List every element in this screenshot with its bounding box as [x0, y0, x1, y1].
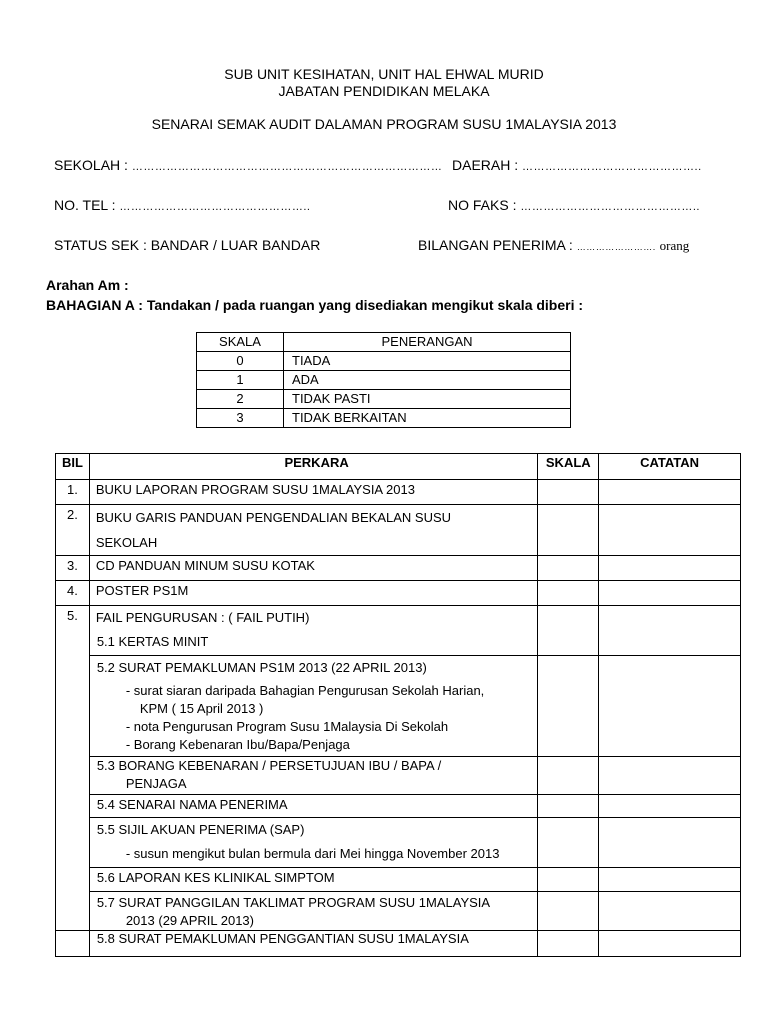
row-item: POSTER PS1M: [89, 581, 538, 606]
catatan-cell[interactable]: [599, 868, 741, 892]
table-row: [56, 656, 741, 757]
catatan-cell[interactable]: [599, 892, 741, 931]
checklist-header-row: [56, 454, 741, 480]
skala-cell[interactable]: [538, 931, 599, 957]
catatan-cell[interactable]: [599, 757, 741, 795]
catatan-cell[interactable]: [599, 818, 741, 868]
bilangan-penerima-field: [418, 237, 689, 254]
row-item-line: FAIL PENGURUSAN : ( FAIL PUTIH): [95, 610, 310, 625]
skala-cell[interactable]: [538, 795, 599, 818]
sub-bullet: - surat siaran daripada Bahagian Pengurusan Sekolah Harian,: [125, 683, 485, 698]
skala-cell[interactable]: [538, 656, 599, 757]
scale-description: TIADA: [284, 352, 571, 371]
row-item: BUKU LAPORAN PROGRAM SUSU 1MALAYSIA 2013: [89, 480, 538, 505]
scale-row: [197, 390, 571, 409]
skala-cell[interactable]: [538, 868, 599, 892]
scale-row: [197, 352, 571, 371]
skala-cell[interactable]: [538, 606, 599, 656]
row-item: [89, 505, 538, 556]
daerah-label: DAERAH :: [452, 157, 523, 173]
table-row: [56, 505, 741, 556]
table-row: [56, 606, 741, 656]
sub-item-5-6: 5.6 LAPORAN KES KLINIKAL SIMPTOM: [96, 870, 335, 885]
header-catatan: CATATAN: [599, 454, 741, 480]
row-item: [89, 892, 538, 931]
row-number: 5.: [56, 606, 90, 931]
row-item: [89, 656, 538, 757]
sub-item-5-2: 5.2 SURAT PEMAKLUMAN PS1M 2013 (22 APRIL 2013): [96, 660, 427, 675]
catatan-cell[interactable]: [599, 480, 741, 505]
arahan-am: Arahan Am :: [46, 277, 129, 293]
table-row: [56, 892, 741, 931]
scale-description: TIDAK BERKAITAN: [284, 409, 571, 428]
row-number: 1.: [56, 480, 90, 505]
sub-item-5-7-cont: 2013 (29 APRIL 2013): [125, 913, 254, 928]
sub-item-5-5: 5.5 SIJIL AKUAN PENERIMA (SAP): [96, 822, 305, 837]
catatan-cell[interactable]: [599, 606, 741, 656]
header-line-1: SUB UNIT KESIHATAN, UNIT HAL EHWAL MURID: [224, 66, 544, 82]
scale-value: 2: [197, 390, 284, 409]
table-row: [56, 868, 741, 892]
sub-item-5-7: 5.7 SURAT PANGGILAN TAKLIMAT PROGRAM SUSU 1MALAYSIA: [96, 895, 491, 910]
sub-item-5-3-cont: PENJAGA: [125, 776, 187, 791]
scale-value: 1: [197, 371, 284, 390]
sub-item-5-8: 5.8 SURAT PEMAKLUMAN PENGGANTIAN SUSU 1MALAYSIA: [96, 931, 469, 946]
row-item-line: SEKOLAH: [95, 535, 158, 550]
scale-header-skala: SKALA: [197, 333, 284, 352]
catatan-cell[interactable]: [599, 656, 741, 757]
row-number: 3.: [56, 556, 90, 581]
row-number: 2.: [56, 505, 90, 556]
scale-description: ADA: [284, 371, 571, 390]
no-faks-label: NO FAKS :: [448, 197, 521, 213]
sub-bullet: - Borang Kebenaran Ibu/Bapa/Penjaga: [125, 737, 350, 752]
scale-value: 0: [197, 352, 284, 371]
row-item: [89, 606, 538, 656]
scale-header-penerangan: PENERANGAN: [284, 333, 571, 352]
row-item: [89, 818, 538, 868]
row-item: [89, 931, 538, 957]
bilangan-unit: orang: [659, 238, 690, 253]
sub-item-5-1: 5.1 KERTAS MINIT: [96, 634, 209, 649]
sub-bullet: - nota Pengurusan Program Susu 1Malaysia Di Sekolah: [125, 719, 449, 734]
sekolah-field: [54, 157, 442, 173]
table-row: [56, 556, 741, 581]
sub-bullet-cont: KPM ( 15 April 2013 ): [139, 701, 264, 716]
header-perkara: PERKARA: [89, 454, 538, 480]
scale-table-header: [197, 333, 571, 352]
row-item-line: BUKU GARIS PANDUAN PENGENDALIAN BEKALAN SUSU: [95, 510, 452, 525]
scale-table: [196, 332, 571, 428]
row-item: [89, 868, 538, 892]
scale-row: [197, 371, 571, 390]
row-item: [89, 795, 538, 818]
skala-cell[interactable]: [538, 480, 599, 505]
sub-item-5-3: 5.3 BORANG KEBENARAN / PERSETUJUAN IBU / BAPA /: [96, 758, 442, 773]
bilangan-dots: …………………….: [576, 242, 656, 252]
row-number: 4.: [56, 581, 90, 606]
catatan-cell[interactable]: [599, 931, 741, 957]
table-row: [56, 795, 741, 818]
table-row: [56, 818, 741, 868]
catatan-cell[interactable]: [599, 505, 741, 556]
checklist-table: [55, 453, 741, 957]
daerah-field: [452, 157, 702, 173]
bilangan-label: BILANGAN PENERIMA :: [418, 237, 577, 253]
header-bil: BIL: [56, 454, 90, 480]
sub-bullet: - susun mengikut bulan bermula dari Mei hingga November 2013: [125, 846, 500, 861]
no-faks-field: [448, 197, 700, 213]
skala-cell[interactable]: [538, 581, 599, 606]
header-skala: SKALA: [538, 454, 599, 480]
table-row: [56, 581, 741, 606]
sekolah-label: SEKOLAH :: [54, 157, 132, 173]
skala-cell[interactable]: [538, 556, 599, 581]
table-row: [56, 480, 741, 505]
catatan-cell[interactable]: [599, 795, 741, 818]
table-row: [56, 931, 741, 957]
no-tel-field: [54, 197, 310, 213]
no-tel-label: NO. TEL :: [54, 197, 120, 213]
document-title: SENARAI SEMAK AUDIT DALAMAN PROGRAM SUSU 1MALAYSIA 2013: [151, 116, 617, 132]
skala-cell[interactable]: [538, 892, 599, 931]
bahagian-a-instruction: BAHAGIAN A : Tandakan / pada ruangan yang disediakan mengikut skala diberi :: [46, 297, 584, 313]
catatan-cell[interactable]: [599, 581, 741, 606]
scale-value: 3: [197, 409, 284, 428]
scale-row: [197, 409, 571, 428]
row-number: [56, 931, 90, 957]
no-tel-dots: …………………………………………..: [119, 201, 311, 213]
sekolah-dots: ………………………………………………………………………: [131, 161, 443, 173]
scale-description: TIDAK PASTI: [284, 390, 571, 409]
status-sekolah: STATUS SEK : BANDAR / LUAR BANDAR: [54, 237, 321, 253]
catatan-cell[interactable]: [599, 556, 741, 581]
row-item: CD PANDUAN MINUM SUSU KOTAK: [89, 556, 538, 581]
skala-cell[interactable]: [538, 818, 599, 868]
no-faks-dots: ………………………………………..: [520, 201, 700, 213]
header-line-2: JABATAN PENDIDIKAN MELAKA: [278, 83, 490, 99]
table-row: [56, 757, 741, 795]
daerah-dots: ………………………………………..: [522, 161, 702, 173]
sub-item-5-4: 5.4 SENARAI NAMA PENERIMA: [96, 797, 288, 812]
skala-cell[interactable]: [538, 757, 599, 795]
skala-cell[interactable]: [538, 505, 599, 556]
row-item: [89, 757, 538, 795]
